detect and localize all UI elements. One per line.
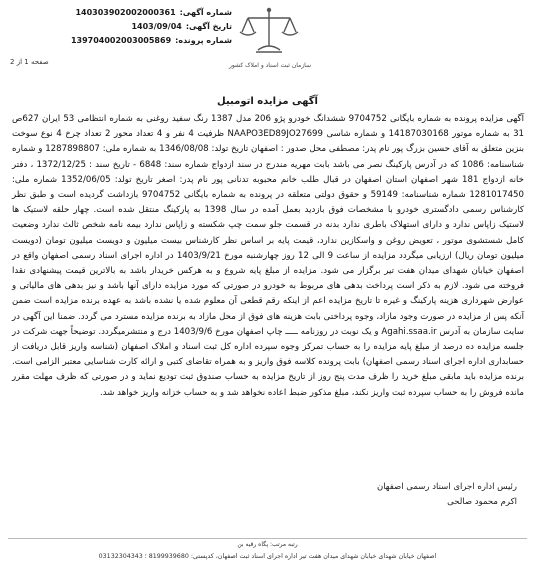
ad-number: 140303902002000361 [75,8,176,17]
footer-divider [8,538,527,539]
ad-body-text: آگهی مزایده پرونده به شماره بایگانی 9704752 ششدانگ خودرو پژو 206 مدل 1387 رنگ سفید روغنی به شماره انتظامی 53 ایران 627ص 31 به شماره موتور 14187030168 و شماره شاسی NAAPO3ED89JO27699 ظرفیت 4 نفر و 4 تعداد محور 2 تعداد چرخ 4 نوع سوخت بنزین متعلق به آقای حسین بزرگ پور نام پدر: مصطفی محل صدور : اصفهان تاریخ تولد: 1346/08/08 به شماره ملی: 1287898807 و شماره شناسنامه: 1086 که در آدرس پارکینگ نصر می باشد بابت مهریه مندرج در سند ازدواج شماره سند: 6848 - تاریخ سند : 1372/12/25 ، دفتر خانه ازدواج 181 شهر اصفهان استان اصفهان در قبال طلب خانم محبوبه تدنانی پور نام پدر: اصغر تاریخ تولد: 1352/06/05 شماره ملی: 1281017450 شماره شناسنامه: 59149 و حقوق دولتی متعلقه در پرونده به شماره بایگانی 9704752 بازداشت گردیده است و طبق نظر کارشناس رسمی دادگستری خودرو با مشخصات فوق بازدید بعمل آمده در سال 1398 به پارکینگ منتقل شده است. چهار حلقه لاستیک ها لاستیک زاپاس ندارد و دارای استهلاک باطری ندارد بدنه در قسمت جلو سمت چپ شکسته و زاپاس ندارد بیمه نامه شخص ثالث ندارد وضعیت کامل شستشوی موتور ، تعویض روغن و واسکازین ندارد، قیمت پایه بر اساس نظر کارشناس بیست میلیون و دویست میلیون تومان (دویست میلیون تومان ریال) ارزیابی میگردد مزایده از ساعت 9 الی 12 روز چهارشنبه مورخ 1403/9/21 در اداره اجرای اسناد رسمی اصفهان واقع در اصفهان خیابان شهدای میدان هفت تیر برگزار می شود. مزایده از مبلغ پایه شروع و به هرکس خریدار باشد به بالاترین قیمت پیشنهادی نقدا فروخته می شود. لازم به ذکر است پرداخت بدهی های مربوط به خودرو در صورتی که مورد مزایده دارای آنها باشد و نیز بدهی های مالیاتی و عوارض شهرداری هزینه پارکینگ و غیره تا تاریخ مزایده اعم از اینکه رقم قطعی آن معلوم شده یا نشده باشد به عهده برنده مزایده است ضمن آنکه پس از مزایده در صورت وجود مازاد، وجوه پرداختی بابت هزینه های فوق از محل مازاد به برنده مزایده مسترد می گردد. ضمنا این آگهی در سایت سازمان به آدرس Agahi.ssaa.ir و یک نوبت در روزنامه ـــــ چاپ اصفهان مورخ 1403/9/6 درج و منتشرمیگردد. توضیحاً جهت شرکت در جلسه مزایده ده درصد از مبلغ پایه مزایده را به حساب تمرکز وجوه سپرده اداره کل ثبت اسناد و املاک اصفهان (شناسه واریز قابل دریافت از حسابداری اداره اجرای اسناد رسمی اصفهان) بابت پرونده کلاسه فوق واریز و به همراه تقاضای کتبی و ارائه کارت شناسایی معتبر الزامی است. برنده مزایده باید مابقی مبلغ خرید را ظرف مدت پنج روز از تاریخ مزایده به حساب صندوق ثبت تودیع نماید و در صورتی که ظرف مهلت مقرر مانده فروش را به حساب سپرده ثبت واریز نکند، مبلغ مذکور ضبط اعاده نخواهد شد و به حساب خزانه واریز خواهد شد. [12,114,525,398]
footer-role: رتبه مرتب: پگاه رقیه بن [237,541,298,548]
signatory-name: اکرم محمود صالحی [447,497,517,507]
signatory-title: رئیس اداره اجرای اسناد رسمی اصفهان [376,482,517,492]
ad-date: 1403/09/04 [131,22,182,31]
organization-name: سازمان ثبت اسناد و املاک کشور [228,62,312,69]
ad-date-row [12,20,232,34]
judiciary-emblem-icon [234,4,304,60]
page-title: آگهی مزایده اتومبیل [217,96,318,107]
signature-block [377,480,517,510]
page-number: صفحه 1 از 2 [10,58,49,66]
ad-metadata [12,6,232,48]
ad-body [12,112,524,401]
case-number: 139704002003005869 [70,36,172,45]
ad-date-label: تاریخ آگهی: [185,22,232,31]
ad-number-row [12,6,232,20]
footer-address: اصفهان خیابان شهدای خیابان شهدای میدان هفت تیر اداره اجرای اسناد ثبت اصفهان، کدپستی: 8199939680 ؛ 03132304343 [98,553,437,560]
case-number-label: شماره پرونده: [175,36,232,45]
case-number-row [12,34,232,48]
ad-number-label: شماره آگهی: [179,8,232,17]
